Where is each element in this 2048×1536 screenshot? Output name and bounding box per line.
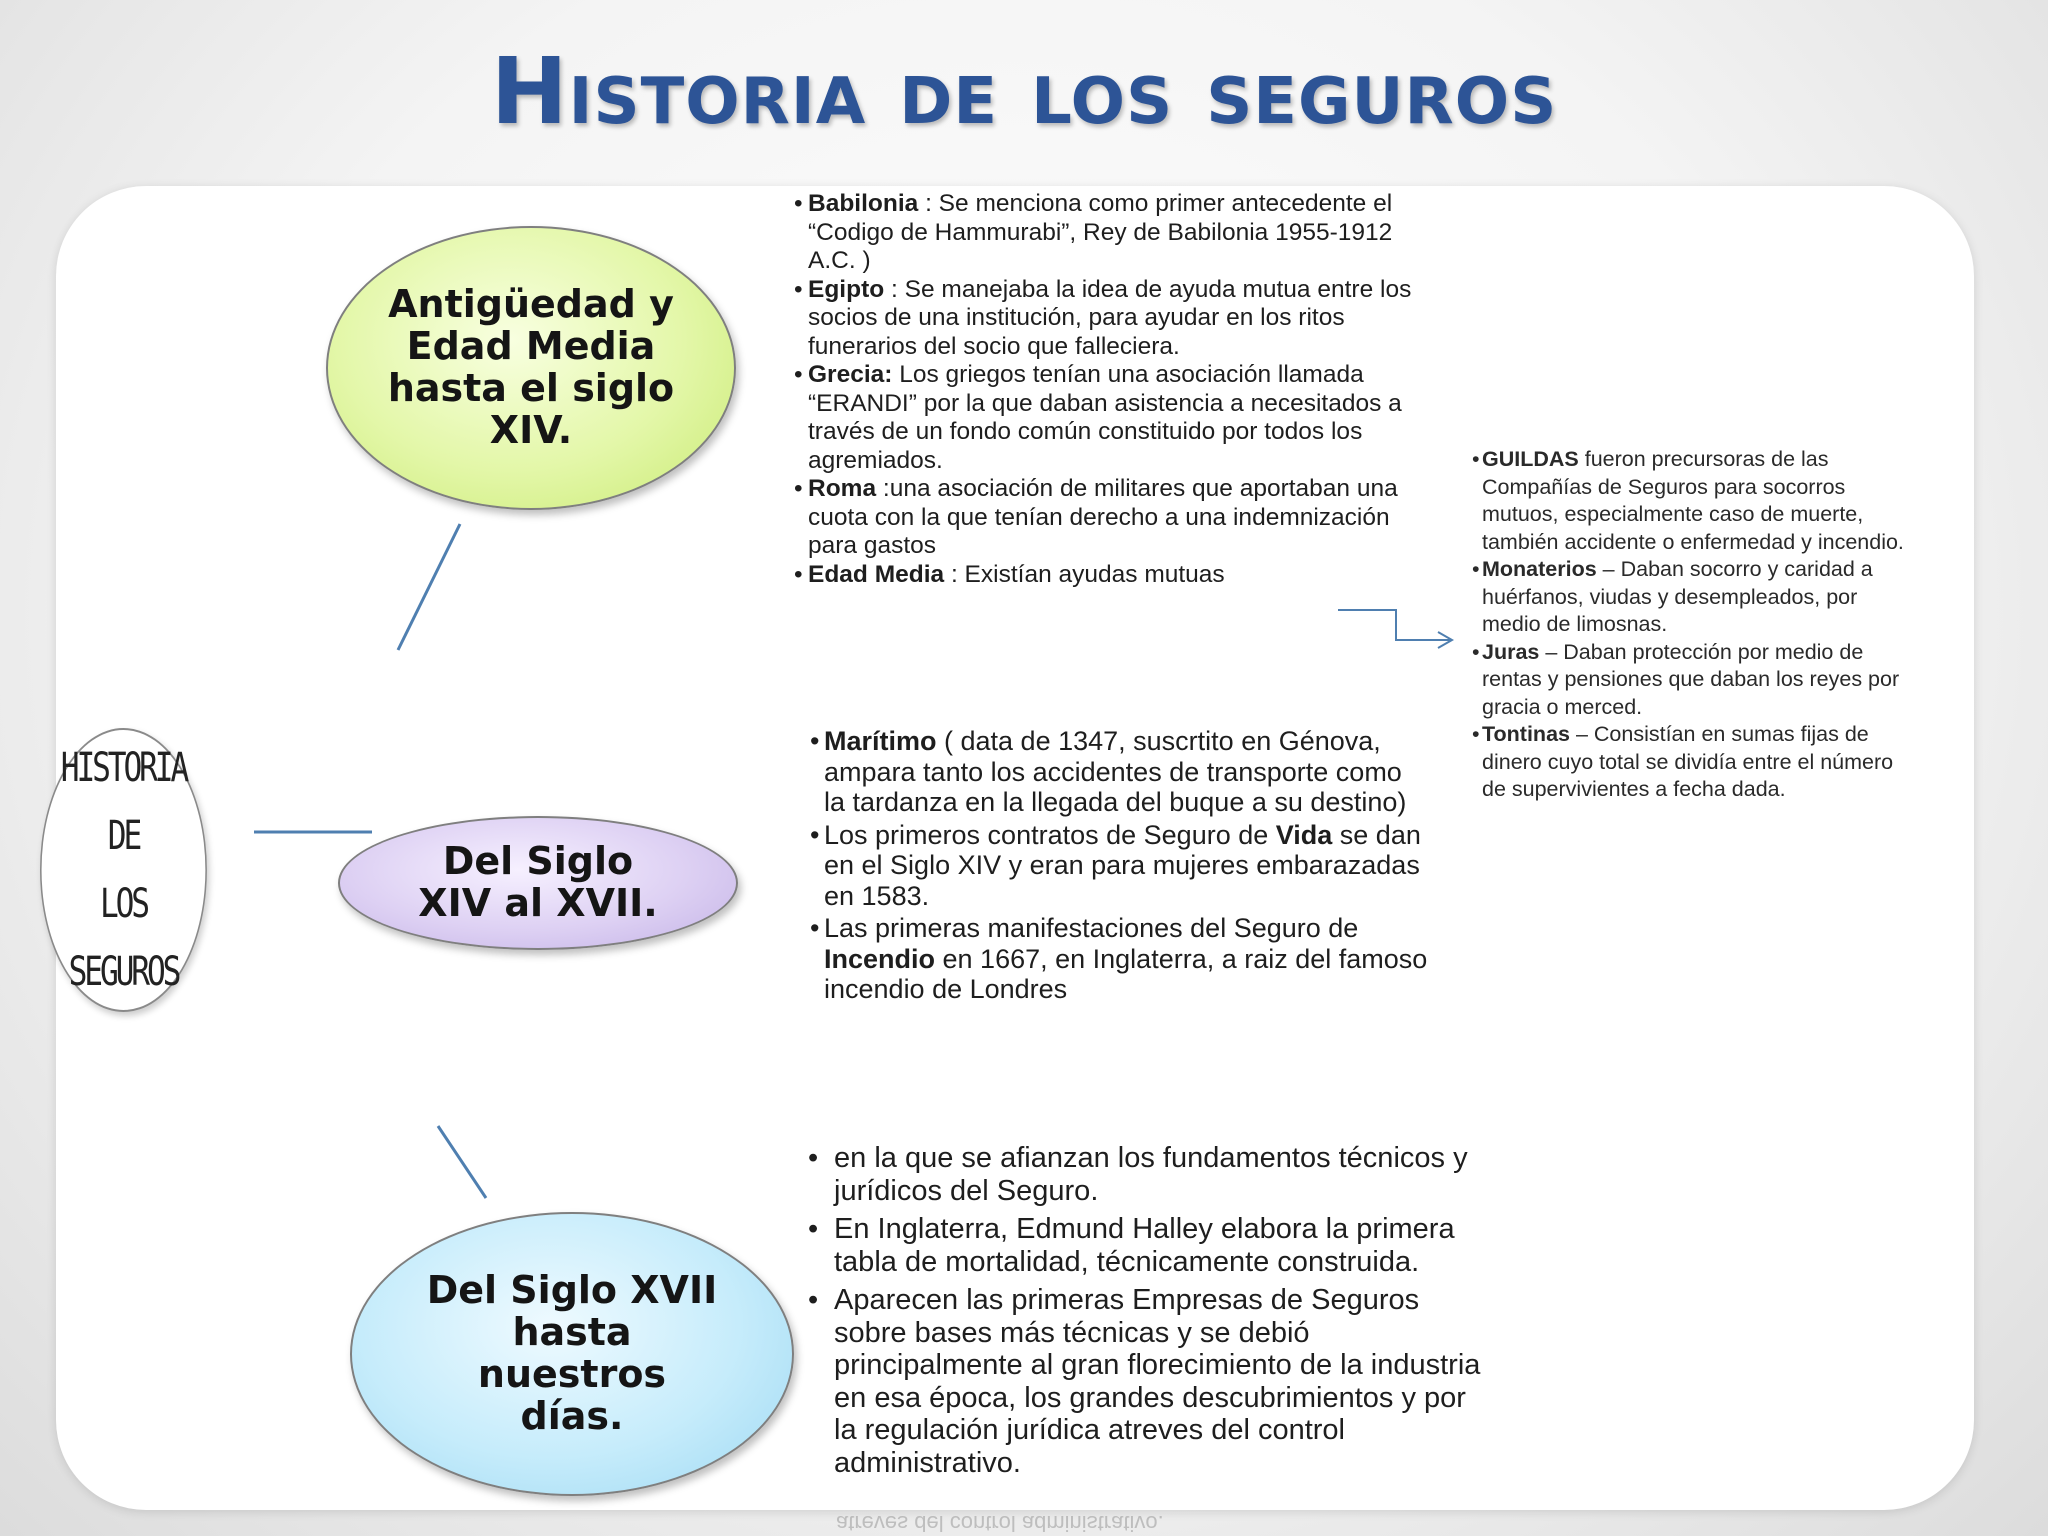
center-label-line2: LOS SEGUROS — [68, 881, 179, 995]
xiv-xvii-details — [810, 726, 1430, 1007]
period-node-xiv-xvii — [338, 816, 738, 950]
list-item: • Grecia: Los griegos tenían una asociación llamada “ERANDI” por la que daban asistencia a necesitados a través de un fondo común constituido por todos los agremiados. — [794, 361, 1402, 474]
period-node-antiquity — [326, 226, 736, 510]
list-item: • Las primeras manifestaciones del Seguro de Incendio en 1667, en Inglaterra, a raiz del famoso incendio de Londres — [810, 913, 1428, 1004]
xvii-today-details — [808, 1142, 1488, 1485]
period-label: Del Siglo XIV al XVII. — [418, 839, 658, 925]
page-title: Historia de los seguros — [490, 38, 1558, 145]
antiquity-details — [794, 190, 1434, 589]
list-item: • Monaterios – Daban socorro y caridad a huérfanos, viudas y desempleados, por medio de limosnas. — [1472, 557, 1873, 636]
period-label: Antigüedad y Edad Media hasta el siglo XIV. — [387, 282, 675, 452]
list-item: • Tontinas – Consistían en sumas fijas de dinero cuyo total se dividía entre el número de supervivientes a fecha dada. — [1472, 722, 1894, 801]
period-label: Del Siglo XVII hasta nuestros días. — [426, 1268, 718, 1438]
list-item: • Los primeros contratos de Seguro de Vida se dan en el Siglo XIV y eran para mujeres embarazadas en 1583. — [810, 819, 1421, 911]
center-node — [40, 728, 207, 1012]
list-item: • GUILDAS fueron precursoras de las Compañías de Seguros para socorros mutuos, especialmente caso de muerte, también accidente o enfermedad y incendio. — [1472, 447, 1904, 554]
list-item: • Egipto : Se manejaba la idea de ayuda mutua entre los socios de una institución, para ayudar en los ritos funerarios del socio que falleciera. — [794, 275, 1412, 360]
list-item: • en la que se afianzan los fundamentos técnicos y jurídicos del Seguro. — [808, 1142, 1468, 1207]
list-item: • Babilonia : Se menciona como primer antecedente el “Codigo de Hammurabi”, Rey de Babilonia 1955-1912 A.C. ) — [794, 190, 1393, 274]
text-reflection: atreves del control administrativo. — [836, 1511, 1164, 1536]
list-item: • Marítimo ( data de 1347, suscrtito en Génova, ampara tanto los accidentes de transporte como la tardanza en la llegada del buque a su destino) — [810, 726, 1407, 817]
list-item: • Juras – Daban protección por medio de rentas y pensiones que daban los reyes por gracia o merced. — [1472, 639, 1900, 719]
list-item: • Aparecen las primeras Empresas de Seguros sobre bases más técnicas y se debió principalmente al gran florecimiento de la industria en esa época, los grandes descubrimientos y por la regulación jurídica atreves del control administrativo. — [808, 1284, 1481, 1479]
list-item: • Edad Media : Existían ayudas mutuas — [794, 560, 1225, 588]
period-node-xvii-today — [350, 1212, 794, 1496]
medieval-institutions-details — [1472, 446, 1912, 804]
list-item: • En Inglaterra, Edmund Halley elabora la primera tabla de mortalidad, técnicamente construida. — [808, 1213, 1455, 1278]
list-item: • Roma :una asociación de militares que aportaban una cuota con la que tenían derecho a una indemnización para gastos — [794, 475, 1398, 559]
center-label-line1: HISTORIA DE — [60, 745, 187, 859]
